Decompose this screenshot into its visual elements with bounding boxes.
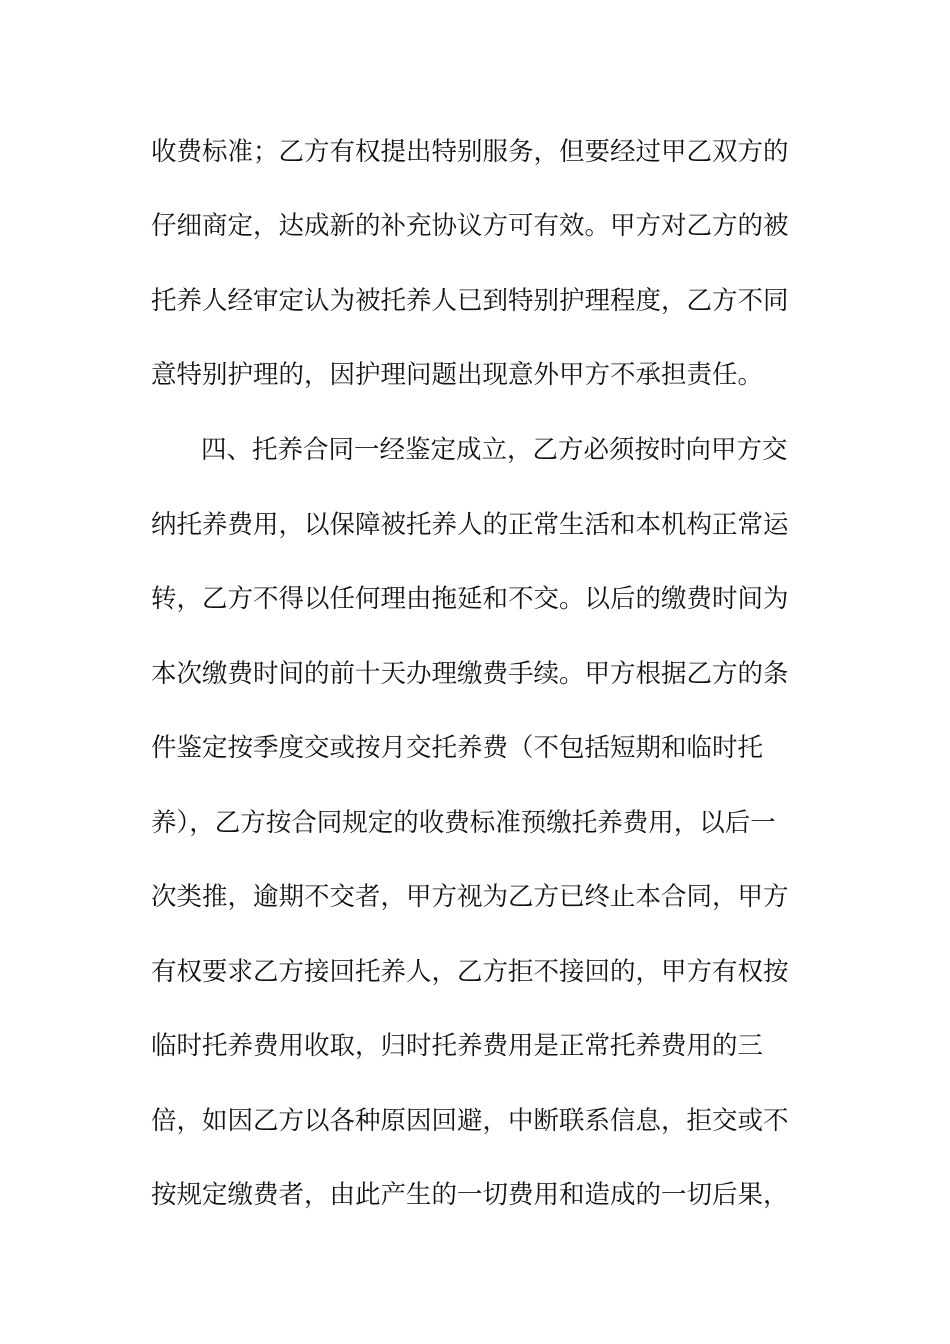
text-line: 临时托养费用收取，归时托养费用是正常托养费用的三 (151, 1031, 764, 1061)
text-line: 有权要求乙方接回托养人，乙方拒不接回的，甲方有权按 (151, 957, 789, 987)
text-line: 收费标准；乙方有权提出特别服务，但要经过甲乙双方的 (151, 137, 789, 167)
text-line: 养），乙方按合同规定的收费标准预缴托养费用，以后一 (151, 808, 776, 838)
text-line: 托养人经审定认为被托养人已到特别护理程度，乙方不同 (151, 286, 789, 316)
text-line: 纳托养费用，以保障被托养人的正常生活和本机构正常运 (151, 510, 789, 540)
text-line: 转，乙方不得以任何理由拖延和不交。以后的缴费时间为 (151, 584, 789, 614)
text-line: 按规定缴费者，由此产生的一切费用和造成的一切后果， (151, 1180, 789, 1210)
text-line: 倍，如因乙方以各种原因回避，中断联系信息，拒交或不 (151, 1106, 789, 1136)
text-line: 件鉴定按季度交或按月交托养费（不包括短期和临时托 (151, 733, 764, 763)
text-line: 本次缴费时间的前十天办理缴费手续。甲方根据乙方的条 (151, 659, 789, 689)
text-line: 次类推，逾期不交者，甲方视为乙方已终止本合同，甲方 (151, 882, 789, 912)
text-line: 意特别护理的，因护理问题出现意外甲方不承担责任。 (151, 360, 764, 390)
text-line: 仔细商定，达成新的补充协议方可有效。甲方对乙方的被 (151, 211, 789, 241)
text-line: 四、托养合同一经鉴定成立，乙方必须按时向甲方交 (201, 435, 788, 465)
